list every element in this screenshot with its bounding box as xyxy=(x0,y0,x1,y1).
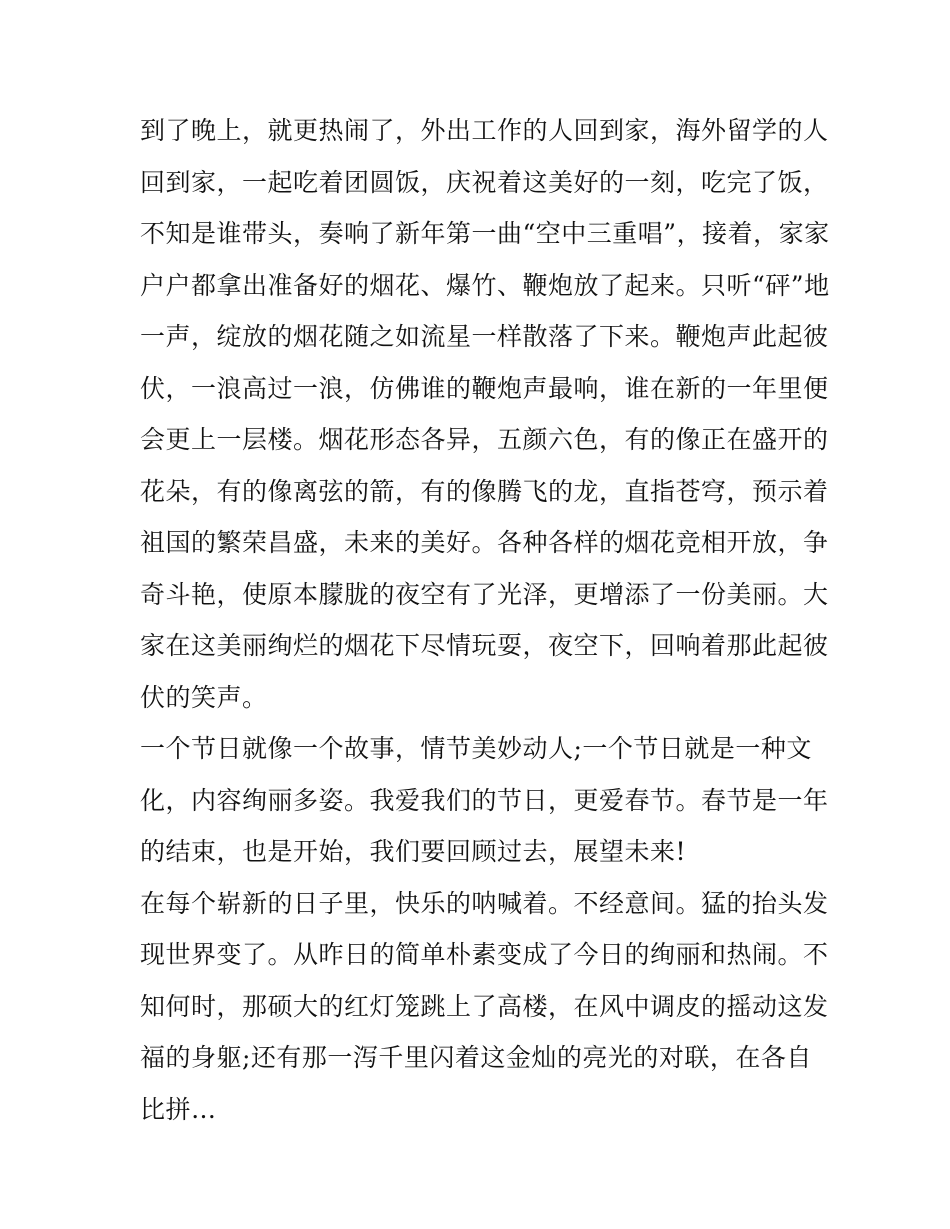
text-line: 现世界变了。从昨日的简单朴素变成了今日的绚丽和热闹。不 xyxy=(140,940,829,969)
text-line: 祖国的繁荣昌盛，未来的美好。各种各样的烟花竞相开放，争 xyxy=(140,528,829,557)
text-line: 户户都拿出准备好的烟花、爆竹、鞭炮放了起来。只听“砰”地 xyxy=(140,270,830,300)
text-line: 伏的笑声。 xyxy=(140,682,268,712)
text-line: 花朵，有的像离弦的箭，有的像腾飞的龙，直指苍穹，预示着 xyxy=(140,476,829,506)
text-line: 回到家，一起吃着团圆饭，庆祝着这美好的一刻，吃完了饭， xyxy=(140,167,829,197)
text-line: 一个节日就像一个故事，情节美妙动人;一个节日就是一种文 xyxy=(140,734,812,763)
text-line: 比拼… xyxy=(140,1094,217,1124)
paragraph-new-days xyxy=(140,878,829,1136)
paragraph-fireworks xyxy=(140,105,830,723)
text-line: 化，内容绚丽多姿。我爱我们的节日，更爱春节。春节是一年 xyxy=(140,785,829,815)
text-line: 奇斗艳，使原本朦胧的夜空有了光泽，更增添了一份美丽。大 xyxy=(140,579,829,609)
text-line: 伏，一浪高过一浪，仿佛谁的鞭炮声最响，谁在新的一年里便 xyxy=(140,373,829,403)
document-body xyxy=(140,105,830,1135)
text-line: 到了晚上，就更热闹了，外出工作的人回到家，海外留学的人 xyxy=(140,116,829,145)
text-line: 的结束，也是开始，我们要回顾过去，展望未来! xyxy=(140,837,687,866)
text-line: 知何时，那硕大的红灯笼跳上了高楼，在风中调皮的摇动这发 xyxy=(140,991,829,1021)
text-line: 家在这美丽绚烂的烟花下尽情玩耍，夜空下，回响着那此起彼 xyxy=(140,631,829,660)
text-line: 福的身躯;还有那一泻千里闪着这金灿的亮光的对联，在各自 xyxy=(140,1043,812,1072)
text-line: 会更上一层楼。烟花形态各异，五颜六色，有的像正在盛开的 xyxy=(140,425,829,454)
text-line: 不知是谁带头，奏响了新年第一曲“空中三重唱”，接着，家家 xyxy=(140,219,830,248)
paragraph-festival xyxy=(140,723,829,878)
text-line: 一声，绽放的烟花随之如流星一样散落了下来。鞭炮声此起彼 xyxy=(140,322,829,351)
text-line: 在每个崭新的日子里，快乐的呐喊着。不经意间。猛的抬头发 xyxy=(140,888,829,918)
